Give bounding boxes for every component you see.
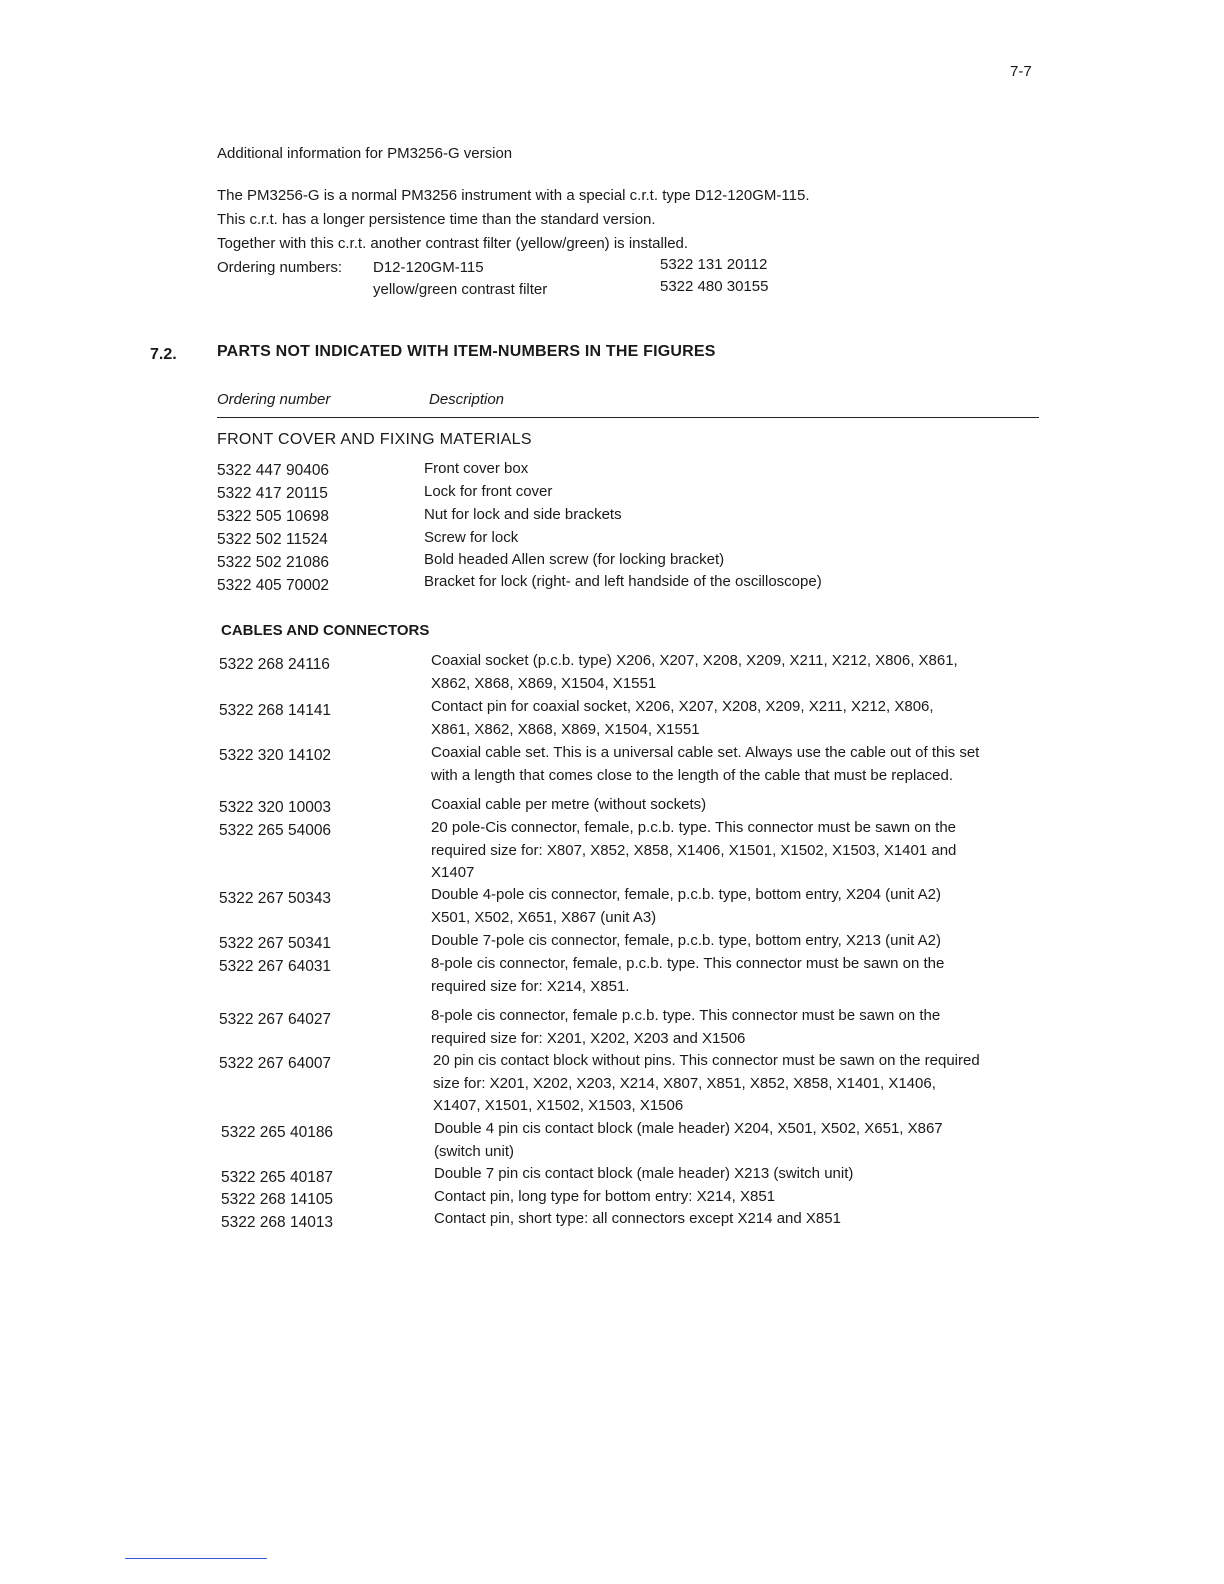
part-description: Contact pin for coaxial socket, X206, X207, X208, X209, X211, X212, X806, X861, X862, X868, X869, X1504, X1551 <box>431 698 934 738</box>
part-description: 8-pole cis connector, female p.c.b. type. This connector must be sawn on the required size for: X201, X202, X203 and X1506 <box>431 1007 941 1047</box>
part-description: Double 7-pole cis connector, female, p.c.b. type, bottom entry, X213 (unit A2) <box>431 932 941 949</box>
part-description: Bold headed Allen screw (for locking bracket) <box>424 551 725 568</box>
part-number: 5322 417 20115 <box>217 485 328 502</box>
part-description: Coaxial socket (p.c.b. type) X206, X207, X208, X209, X211, X212, X806, X861, X862, X868, X869, X1504, X1551 <box>431 652 958 692</box>
part-description: 20 pin cis contact block without pins. This connector must be sawn on the required size for: X201, X202, X203, X214, X807, X851, X852, X858, X1401, X1406, X1407, X1501, X1502, X1503, X1506 <box>433 1052 980 1114</box>
part-number: 5322 267 50343 <box>219 890 332 907</box>
ordering-label: Ordering numbers: <box>217 259 343 276</box>
order-number: 5322 480 30155 <box>660 278 769 295</box>
additional-line: This c.r.t. has a longer persistence time than the standard version. <box>217 211 656 228</box>
part-number: 5322 267 64027 <box>219 1011 332 1028</box>
section-title: PARTS NOT INDICATED WITH ITEM-NUMBERS IN THE FIGURES <box>217 343 716 360</box>
part-description: Contact pin, long type for bottom entry: X214, X851 <box>434 1188 776 1205</box>
footer-line <box>125 1558 267 1559</box>
part-description: Lock for front cover <box>424 483 553 500</box>
part-description: Front cover box <box>424 460 529 477</box>
header-rule <box>217 417 1039 418</box>
group-title-front-cover: FRONT COVER AND FIXING MATERIALS <box>217 431 532 448</box>
part-number: 5322 502 11524 <box>217 531 328 548</box>
page-number: 7-7 <box>1010 63 1032 80</box>
part-description: Nut for lock and side brackets <box>424 506 622 523</box>
part-number: 5322 267 64007 <box>219 1055 332 1072</box>
order-item: yellow/green contrast filter <box>373 281 548 298</box>
part-description: Coaxial cable set. This is a universal cable set. Always use the cable out of this set with a length that comes close to the length of the cable that must be replaced. <box>431 744 980 784</box>
part-description: Double 4 pin cis contact block (male header) X204, X501, X502, X651, X867 (switch unit) <box>434 1120 943 1160</box>
part-number: 5322 265 40187 <box>221 1169 334 1186</box>
part-number: 5322 502 21086 <box>217 554 330 571</box>
part-number: 5322 265 40186 <box>221 1124 334 1141</box>
part-number: 5322 267 64031 <box>219 958 332 975</box>
part-number: 5322 265 54006 <box>219 822 332 839</box>
part-number: 5322 268 24116 <box>219 656 330 673</box>
part-number: 5322 405 70002 <box>217 577 330 594</box>
part-number: 5322 320 10003 <box>219 799 332 816</box>
additional-line: The PM3256-G is a normal PM3256 instrument with a special c.r.t. type D12-120GM-115. <box>217 187 810 204</box>
part-description: 8-pole cis connector, female, p.c.b. type. This connector must be sawn on the required size for: X214, X851. <box>431 955 945 995</box>
part-description: Double 4-pole cis connector, female, p.c.b. type, bottom entry, X204 (unit A2) X501, X502, X651, X867 (unit A3) <box>431 886 941 926</box>
section-number: 7.2. <box>150 346 177 363</box>
part-description: Bracket for lock (right- and left handside of the oscilloscope) <box>424 573 822 590</box>
part-description: 20 pole-Cis connector, female, p.c.b. type. This connector must be sawn on the required size for: X807, X852, X858, X1406, X1501, X1502, X1503, X1401 and X1407 <box>431 819 957 881</box>
part-number: 5322 267 50341 <box>219 935 332 952</box>
order-number: 5322 131 20112 <box>660 256 768 273</box>
additional-info-title: Additional information for PM3256-G version <box>217 145 513 162</box>
order-item: D12-120GM-115 <box>373 259 484 276</box>
additional-line: Together with this c.r.t. another contrast filter (yellow/green) is installed. <box>217 235 689 252</box>
group-title-cables: CABLES AND CONNECTORS <box>221 622 430 639</box>
part-description: Coaxial cable per metre (without sockets) <box>431 796 707 813</box>
part-description: Double 7 pin cis contact block (male header) X213 (switch unit) <box>434 1165 854 1182</box>
column-header-description: Description <box>429 391 505 408</box>
part-description: Screw for lock <box>424 529 519 546</box>
part-number: 5322 447 90406 <box>217 462 330 479</box>
part-number: 5322 268 14141 <box>219 702 332 719</box>
column-header-ordering: Ordering number <box>217 391 331 408</box>
part-number: 5322 268 14013 <box>221 1214 334 1231</box>
part-description: Contact pin, short type: all connectors except X214 and X851 <box>434 1210 841 1227</box>
part-number: 5322 320 14102 <box>219 747 332 764</box>
part-number: 5322 505 10698 <box>217 508 330 525</box>
part-number: 5322 268 14105 <box>221 1191 334 1208</box>
